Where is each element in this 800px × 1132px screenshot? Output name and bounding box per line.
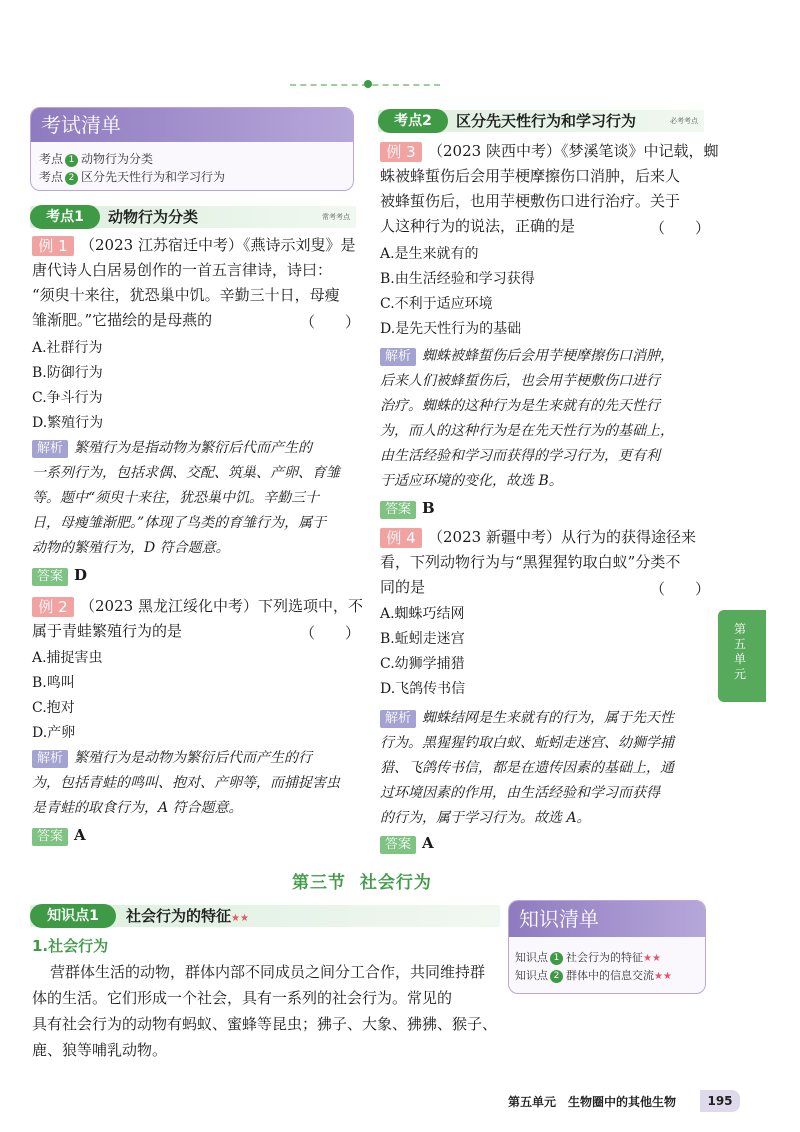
kp2-title: 区分先天性行为和学习行为 — [456, 112, 637, 130]
explanation-tag: 解析 — [380, 710, 416, 728]
option: A.是生来就有的 — [380, 246, 479, 262]
kp1-tag: 考点1 — [30, 205, 100, 229]
explanation-line: 后来人们被蜂蜇伤后，也会用芋梗敷伤口进行 — [380, 373, 660, 389]
example-1-line: “须臾十来往，犹恐巢中饥。辛勤三十日，母瘦 — [32, 286, 340, 304]
exam-list-title: 考试清单 — [31, 108, 353, 142]
zsd1-paragraph-line: 体的生活。它们形成一个社会，具有一系列的社会行为。常见的 — [32, 989, 453, 1007]
knowledge-list-item: 知识点 1 社会行为的特征★★ — [515, 951, 661, 964]
explanation-line: 行为。黑猩猩钓取白蚁、蚯蚓走迷宫、幼狮学捕 — [380, 735, 674, 751]
example-2-line: （2023 黑龙江绥化中考）下列选项中，不 — [80, 597, 363, 615]
answer-tag: 答案 — [32, 568, 68, 586]
option: D.飞鸽传书信 — [380, 681, 466, 697]
explanation-line: 猎、飞鸽传书信，都是在遗传因素的基础上，通 — [380, 760, 674, 776]
explanation-line: 为，包括青蛙的鸣叫、抱对、产卵等，而捕捉害虫 — [32, 775, 340, 791]
explanation-line: 由生活经验和学习而获得的学习行为，更有利 — [380, 448, 660, 464]
option: B.鸣叫 — [32, 675, 75, 691]
example-4-line: 看，下列动物行为与“黑猩猩钓取白蚁”分类不 — [380, 553, 681, 571]
circle-number: 1 — [65, 154, 78, 167]
zsd1-paragraph-line: 鹿、狼等哺乳动物。 — [32, 1041, 168, 1059]
option: B.蚯蚓走迷宫 — [380, 631, 465, 647]
example-3-tag: 例 3 — [380, 142, 422, 162]
option: D.是先天性行为的基础 — [380, 321, 522, 337]
star-icon: ★★ — [643, 953, 661, 964]
knowledge-list-title: 知识清单 — [509, 901, 705, 937]
option: C.抱对 — [32, 700, 75, 716]
kp1-note: 常考考点 — [322, 213, 350, 221]
example-2-tag: 例 2 — [32, 597, 74, 617]
option: C.争斗行为 — [32, 390, 103, 406]
decor-dot — [364, 80, 372, 88]
exam-list-box — [30, 107, 354, 191]
explanation-line: 日，母瘦雏渐肥。”体现了鸟类的育雏行为，属于 — [32, 515, 327, 531]
zsd1-subheading: 1.社会行为 — [32, 937, 109, 955]
explanation-line: 的行为，属于学习行为。故选 A。 — [380, 810, 591, 826]
explanation-line: 等。题中“须臾十来往，犹恐巢中饥。辛勤三十 — [32, 490, 320, 506]
option: C.不利于适应环境 — [380, 296, 493, 312]
answer-value: A — [74, 826, 86, 844]
explanation-tag: 解析 — [32, 750, 68, 768]
section-number: 第三节 — [292, 873, 346, 893]
option: A.蜘蛛巧结网 — [380, 606, 465, 622]
example-1-tag: 例 1 — [32, 236, 74, 256]
explanation-line: 过环境因素的作用，由生活经验和学习而获得 — [380, 785, 660, 801]
answer-paren: （ ） — [650, 219, 711, 237]
explanation-line: 是青蛙的取食行为，A 符合题意。 — [32, 800, 243, 816]
option: B.防御行为 — [32, 365, 103, 381]
example-1-line: （2023 江苏宿迁中考）《燕诗示刘叟》是 — [80, 236, 356, 254]
example-4-line: （2023 新疆中考）从行为的获得途径来 — [428, 528, 696, 546]
answer-tag: 答案 — [380, 836, 416, 854]
exam-list-item: 考点 2 区分先天性行为和学习行为 — [39, 170, 226, 184]
unit-side-tab-label: 第五单元 — [733, 622, 746, 681]
explanation-tag: 解析 — [380, 348, 416, 366]
explanation-line: 繁殖行为是指动物为繁衍后代而产生的 — [74, 440, 312, 456]
answer-value: B — [422, 499, 435, 517]
zsd1-paragraph-line: 营群体生活的动物，群体内部不同成员之间分工合作，共同维持群 — [50, 963, 486, 981]
zsd1-paragraph-line: 具有社会行为的动物有蚂蚁、蜜蜂等昆虫；狒子、大象、狒狒、猴子、 — [32, 1015, 498, 1033]
example-1-line: 雏渐肥。”它描绘的是母燕的 — [32, 311, 213, 329]
knowledge-list-item: 知识点 2 群体中的信息交流★★ — [515, 969, 672, 982]
example-3-line: 被蜂蜇伤后，也用芋梗敷伤口进行治疗。关于 — [380, 192, 681, 210]
star-icon: ★★ — [231, 913, 249, 924]
star-icon: ★★ — [654, 971, 672, 982]
option: D.繁殖行为 — [32, 415, 104, 431]
circle-number: 1 — [550, 952, 563, 965]
answer-paren: （ ） — [650, 580, 711, 598]
explanation-line: 蜘蛛被蜂蜇伤后会用芋梗摩擦伤口消肿， — [422, 348, 674, 364]
explanation-line: 一系列行为，包括求偶、交配、筑巢、产卵、育雏 — [32, 465, 340, 481]
explanation-tag: 解析 — [32, 440, 68, 458]
option: A.社群行为 — [32, 340, 103, 356]
kp2-tag: 考点2 — [378, 109, 448, 133]
option: A.捕捉害虫 — [32, 650, 103, 666]
answer-tag: 答案 — [32, 828, 68, 846]
explanation-line: 于适应环境的变化，故选 B。 — [380, 473, 563, 489]
option: B.由生活经验和学习获得 — [380, 271, 535, 287]
explanation-line: 繁殖行为是动物为繁衍后代而产生的行 — [74, 750, 312, 766]
example-2-line: 属于青蛙繁殖行为的是 — [32, 622, 183, 640]
answer-paren: （ ） — [300, 624, 361, 642]
answer-value: A — [422, 834, 434, 852]
example-4-tag: 例 4 — [380, 528, 422, 548]
circle-number: 2 — [550, 970, 563, 983]
zsd1-title: 社会行为的特征★★ — [126, 907, 249, 925]
example-4-line: 同的是 — [380, 578, 426, 596]
answer-tag: 答案 — [380, 501, 416, 519]
option: D.产卵 — [32, 725, 76, 741]
footer-unit: 第五单元 生物圈中的其他生物 — [508, 1095, 677, 1109]
section-title — [292, 868, 432, 893]
example-3-line: 人这种行为的说法，正确的是 — [380, 217, 576, 235]
answer-paren: （ ） — [300, 313, 361, 331]
answer-value: D — [74, 566, 88, 584]
explanation-line: 蜘蛛结网是生来就有的行为，属于先天性 — [422, 710, 674, 726]
option: C.幼狮学捕猎 — [380, 656, 465, 672]
explanation-line: 治疗。蜘蛛的这种行为是生来就有的先天性行 — [380, 398, 660, 414]
page-number: 195 — [700, 1090, 740, 1112]
zsd1-tag: 知识点1 — [30, 904, 116, 928]
exam-list-item: 考点 1 动物行为分类 — [39, 152, 154, 166]
circle-number: 2 — [65, 172, 78, 185]
explanation-line: 动物的繁殖行为，D 符合题意。 — [32, 540, 230, 556]
section-name: 社会行为 — [359, 873, 432, 893]
example-3-line: （2023 陕西中考）《梦溪笔谈》中记载，蜘 — [428, 142, 719, 160]
kp1-title: 动物行为分类 — [108, 208, 199, 226]
example-1-line: 唐代诗人白居易创作的一首五言律诗，诗曰： — [32, 261, 333, 279]
knowledge-list-box — [508, 900, 706, 994]
explanation-line: 为，而人的这种行为是在先天性行为的基础上， — [380, 423, 674, 439]
example-3-line: 蛛被蜂蜇伤后会用芋梗摩擦伤口消肿，后来人 — [380, 167, 681, 185]
kp2-note: 必考考点 — [670, 117, 698, 125]
